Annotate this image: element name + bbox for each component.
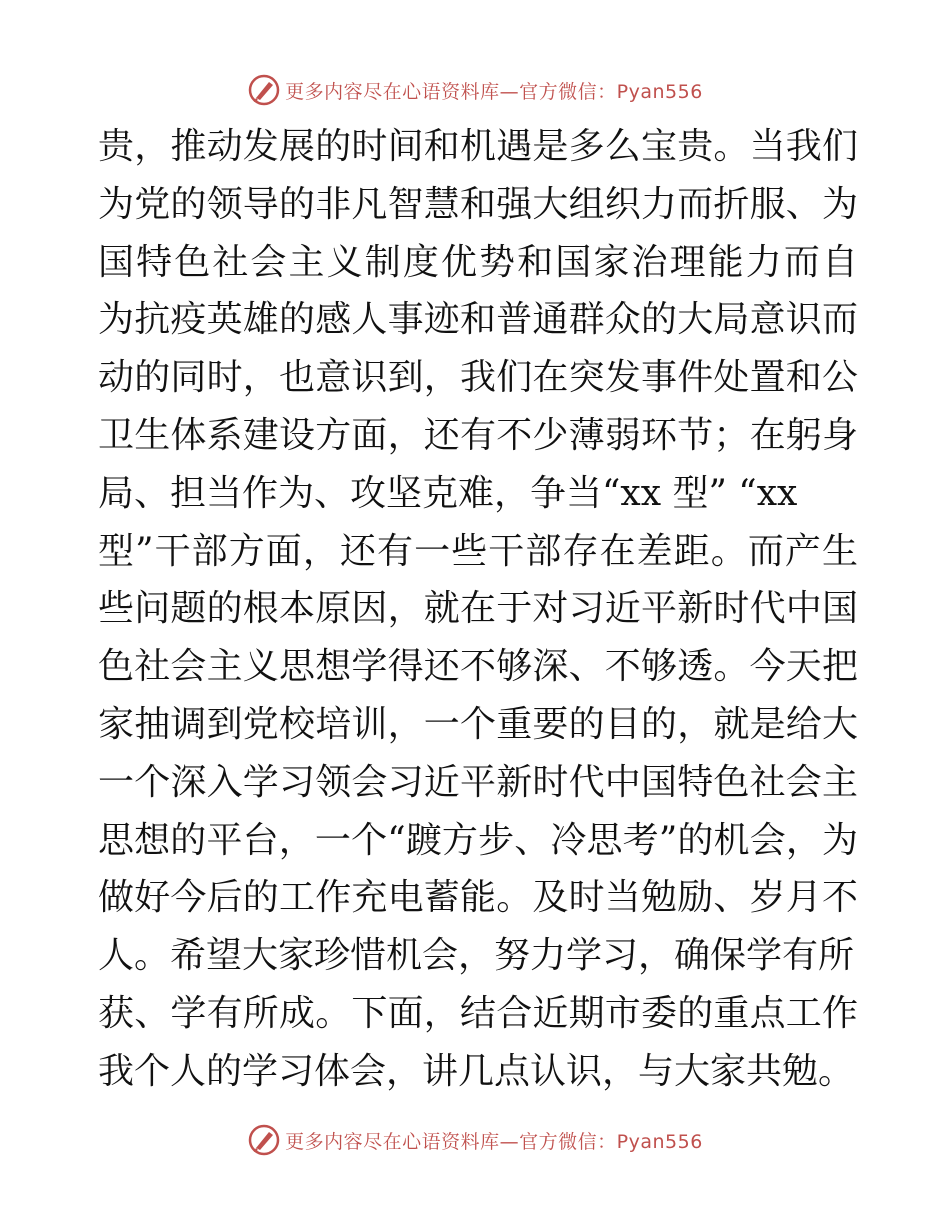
text-line: 卫生体系建设方面，还有不少薄弱环节；在躬身 xyxy=(98,414,858,456)
text-line: 贵，推动发展的时间和机遇是多么宝贵。当我们 xyxy=(98,126,858,167)
text-line: 一个深入学习领会习近平新时代中国特色社会主 xyxy=(98,761,858,803)
text-line: 为党的领导的非凡智慧和强大组织力而折服、为 xyxy=(98,183,858,225)
text-line: 动的同时，也意识到，我们在突发事件处置和公 xyxy=(98,357,858,399)
text-line: 我个人的学习体会，讲几点认识，与大家共勉。 xyxy=(98,1050,855,1092)
text-line: 些问题的根本原因，就在于对习近平新时代中国 xyxy=(98,588,858,630)
text-line: 型”干部方面，还有一些干部存在差距。而产生 xyxy=(98,530,858,572)
text-line: 做好今后的工作充电蓄能。及时当勉励、岁月不 xyxy=(98,877,858,919)
header-watermark xyxy=(0,70,950,110)
watermark-text: 更多内容尽在心语资料库—官方微信：Pyan556 xyxy=(285,1130,703,1153)
footer-watermark xyxy=(0,1120,950,1160)
text-line: 国特色社会主义制度优势和国家治理能力而自 xyxy=(98,241,858,283)
text-line: 局、担当作为、攻坚克难，争当“xx 型” “xx xyxy=(98,472,798,514)
text-line: 家抽调到党校培训，一个重要的目的，就是给大 xyxy=(98,703,858,745)
watermark-text: 更多内容尽在心语资料库—官方微信：Pyan556 xyxy=(285,80,703,103)
text-line: 人。希望大家珍惜机会，努力学习，确保学有所 xyxy=(98,935,855,977)
pen-logo-icon xyxy=(247,73,281,107)
text-line: 色社会主义思想学得还不够深、不够透。今天把 xyxy=(98,646,858,688)
pen-logo-icon xyxy=(247,1123,281,1157)
text-line: 思想的平台，一个“踱方步、冷思考”的机会，为 xyxy=(98,819,858,861)
text-line: 为抗疫英雄的感人事迹和普通群众的大局意识而 xyxy=(98,299,858,341)
body-paragraph xyxy=(98,118,858,1101)
text-line: 获、学有所成。下面，结合近期市委的重点工作 xyxy=(98,992,858,1034)
